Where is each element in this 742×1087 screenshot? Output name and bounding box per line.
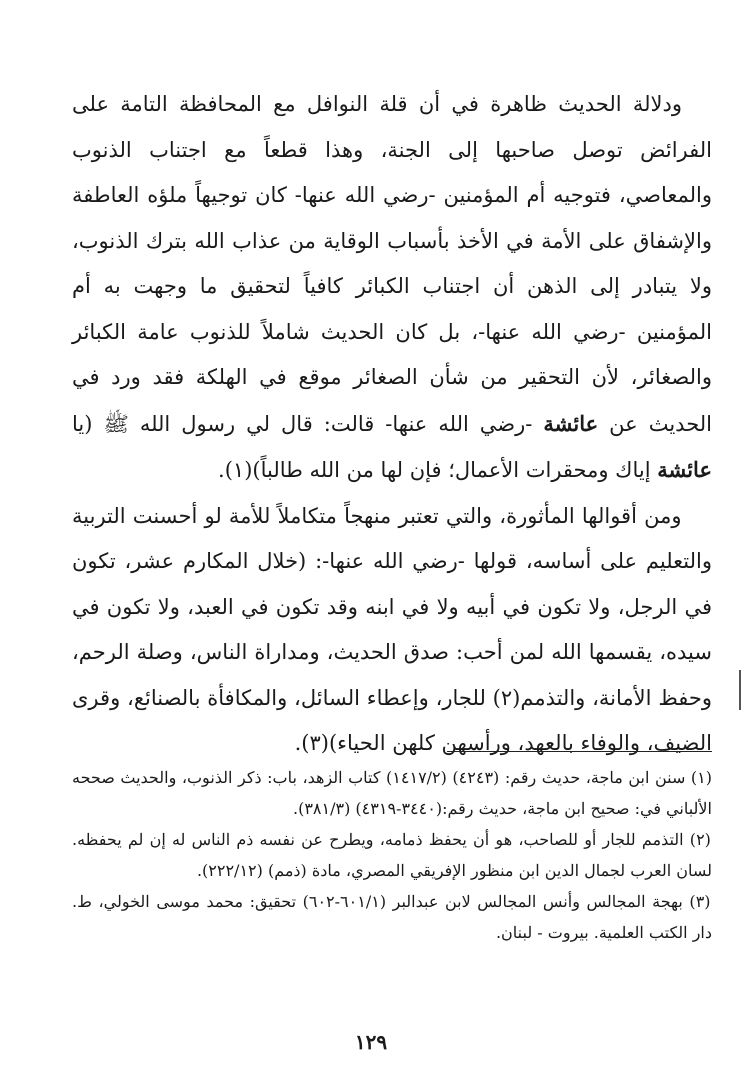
line: الأمانة، والتذمم(٢) للجار، وإعطاء السائل، والمكافأة بالصنائع، وقرى الضيف، xyxy=(72,685,712,755)
footnote-line: والحديث صححه الألباني في: صحيح ابن ماجة، حديث رقم:(٣٤٤٠-٤٣١٩) (٣٨١/٣). xyxy=(72,768,712,818)
paragraph-1 xyxy=(72,82,712,494)
line: في الأخذ بأسباب الوقاية من عذاب الله بترك الذنوب، ولا يتبادر إلى الذهن xyxy=(72,228,712,298)
name-aisha: عائشة xyxy=(657,457,712,482)
page-number: ١٢٩ xyxy=(354,1030,388,1054)
footnote-3 xyxy=(72,886,712,948)
line: والوفاء بالعهد، ورأسهن كلهن الحياء)(٣). xyxy=(294,731,641,755)
footnote-line: لسان العرب لجمال الدين ابن منظور الإفريقي المصري، مادة (ذمم) (٢٢٢/١٢). xyxy=(196,861,712,880)
line: توصل صاحبها إلى الجنة، وهذا قطعاً مع اجتناب الذنوب والمعاصي، فتوجيه xyxy=(72,137,712,207)
footnote-line: (٣) بهجة المجالس وأنس المجالس لابن عبدالبر (٦٠١/١-٦٠٢) تحقيق: محمد موسى الخولي، ط. xyxy=(72,892,711,911)
footnote-separator xyxy=(447,751,712,752)
line: والتعليم على أساسه، قولها -رضي الله عنها-: (خلال المكارم عشر، تكون في xyxy=(72,549,712,619)
line: يقسمها الله لمن أحب: صدق الحديث، ومداراة الناس، وصلة الرحم، وحفظ xyxy=(72,640,712,710)
footnote-1 xyxy=(72,762,712,824)
footnote-2 xyxy=(72,824,712,886)
footnote-line: (١) سنن ابن ماجة، حديث رقم: (٤٢٤٣) (١٤١٧/٢) كتاب الزهد، باب: ذكر الذنوب، xyxy=(176,768,713,787)
name-aisha: عائشة xyxy=(543,410,599,436)
line: بل كان الحديث شاملاً للذنوب عامة الكبائر والصغائر، لأن التحقير من شأن xyxy=(72,319,712,389)
line: الرجل، ولا تكون في أبيه ولا في ابنه وقد تكون في العبد، ولا تكون في سيده، xyxy=(72,594,712,664)
footnote-line: (٢) التذمم للجار أو للصاحب، هو أن يحفظ ذمامه، ويطرح عن نفسه ذم الناس له إن لم يحفظه. xyxy=(72,830,711,849)
line: الصغائر موقع في الهلكة فقد ورد في الحديث عن عائشة -رضي الله عنها- قالت: xyxy=(72,365,712,436)
line: قال لي رسول الله ﷺ (يا عائشة إياك ومحقرات الأعمال؛ فإن لها من الله طالباً)(١). xyxy=(72,411,712,482)
line: ومن أقوالها المأثورة، والتي تعتبر منهجاً متكاملاً للأمة لو أحسنت التربية xyxy=(72,503,682,528)
line: أن اجتناب الكبائر كافياً لتحقيق ما وجهت به أم المؤمنين -رضي الله عنها-، xyxy=(72,274,712,344)
footnote-line: دار الكتب العلمية. بيروت - لبنان. xyxy=(495,923,712,942)
main-text xyxy=(72,82,712,767)
line: ودلالة الحديث ظاهرة في أن قلة النوافل مع المحافظة التامة على الفرائض xyxy=(72,92,712,162)
line: أم المؤمنين -رضي الله عنها- كان توجيهاً ملؤه العاطفة والإشفاق على الأمة xyxy=(72,183,712,253)
footnotes xyxy=(72,762,712,948)
scan-edge-mark xyxy=(739,670,741,710)
paragraph-2 xyxy=(72,494,712,767)
